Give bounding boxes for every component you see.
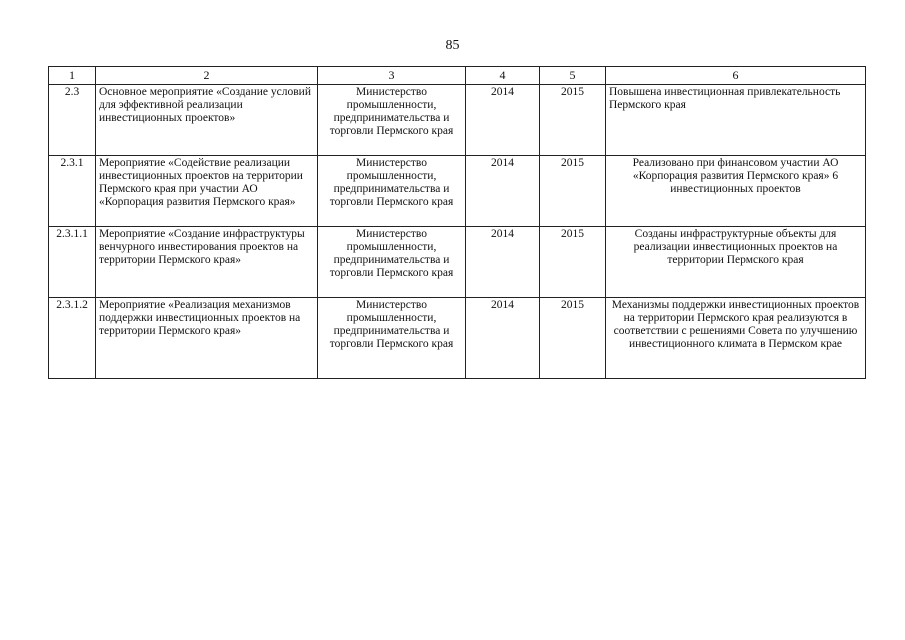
page-number: 85 [445, 38, 460, 53]
row-executor: Министерство промышленности, предпринимательства и торговли Пермского края [318, 85, 466, 156]
row-end-year: 2015 [540, 85, 606, 156]
row-name: Мероприятие «Содействие реализации инвестиционных проектов на территории Пермского края при участии АО «Корпорация развития Пермского края» [96, 156, 318, 227]
row-executor: Министерство промышленности, предпринимательства и торговли Пермского края [318, 156, 466, 227]
row-code: 2.3 [49, 85, 96, 156]
header-col-1: 1 [49, 67, 96, 85]
row-code: 2.3.1.2 [49, 298, 96, 379]
row-name: Мероприятие «Создание инфраструктуры венчурного инвестирования проектов на территории Пермского края» [96, 227, 318, 298]
row-end-year: 2015 [540, 156, 606, 227]
measures-table [48, 66, 866, 379]
table-row [49, 298, 866, 379]
row-executor: Министерство промышленности, предпринимательства и торговли Пермского края [318, 298, 466, 379]
row-code: 2.3.1 [49, 156, 96, 227]
row-end-year: 2015 [540, 227, 606, 298]
row-name: Мероприятие «Реализация механизмов поддержки инвестиционных проектов на территории Пермского края» [96, 298, 318, 379]
header-col-6: 6 [606, 67, 866, 85]
table-row [49, 227, 866, 298]
row-start-year: 2014 [466, 227, 540, 298]
row-result: Реализовано при финансовом участии АО «Корпорация развития Пермского края» 6 инвестиционных проектов [606, 156, 866, 227]
row-start-year: 2014 [466, 156, 540, 227]
table-row [49, 85, 866, 156]
header-col-2: 2 [96, 67, 318, 85]
row-code: 2.3.1.1 [49, 227, 96, 298]
header-row [49, 67, 866, 85]
row-end-year: 2015 [540, 298, 606, 379]
header-col-3: 3 [318, 67, 466, 85]
header-col-4: 4 [466, 67, 540, 85]
row-start-year: 2014 [466, 85, 540, 156]
row-result: Созданы инфраструктурные объекты для реализации инвестиционных проектов на территории Пермского края [606, 227, 866, 298]
table-row [49, 156, 866, 227]
row-start-year: 2014 [466, 298, 540, 379]
row-name: Основное мероприятие «Создание условий для эффективной реализации инвестиционных проектов» [96, 85, 318, 156]
header-col-5: 5 [540, 67, 606, 85]
row-result: Повышена инвестиционная привлекательность Пермского края [606, 85, 866, 156]
row-result: Механизмы поддержки инвестиционных проектов на территории Пермского края реализуются в соответствии с решениями Совета по улучшению инвестиционного климата в Пермском крае [606, 298, 866, 379]
row-executor: Министерство промышленности, предпринимательства и торговли Пермского края [318, 227, 466, 298]
